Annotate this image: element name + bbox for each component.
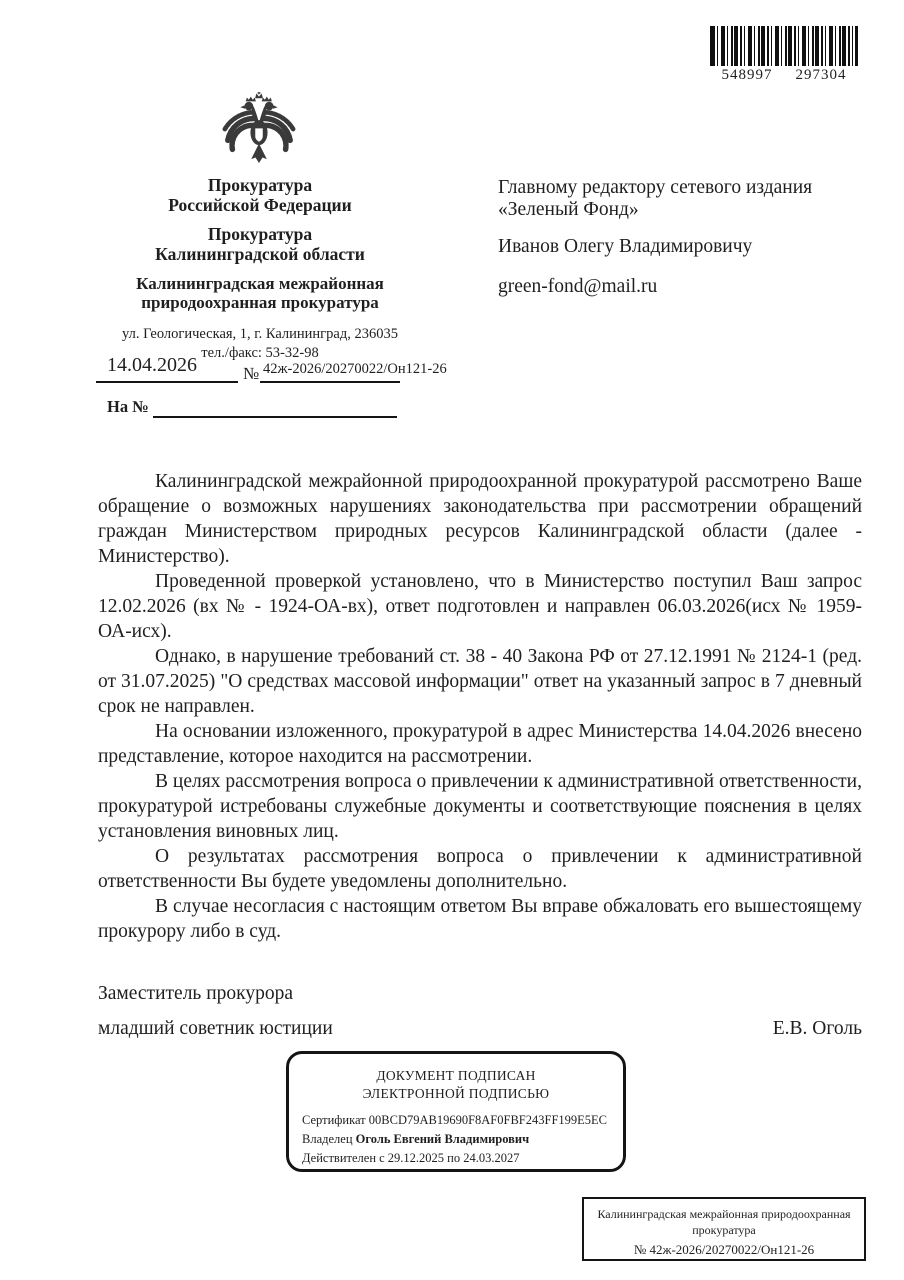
outgoing-date: 14.04.2026 [107,354,197,376]
addressee-title: Главному редактору сетевого издания «Зеленый Фонд» [498,177,813,221]
paragraph: Однако, в нарушение требований ст. 38 - 40 Закона РФ от 27.12.1991 № 2124-1 (ред. от 31.07.2025) "О средствах массовой информации" ответ на указанный запрос в 7 дневный срок не направлен. [98,646,862,717]
letter-body [98,469,862,944]
registration-stamp [582,1197,866,1261]
signer-position-line2: младший советник юстиции [98,1018,333,1039]
in-reply-to-underline [153,416,397,418]
esignature-stamp [286,1051,626,1172]
esignature-title-line: ЭЛЕКТРОННОЙ ПОДПИСЬЮ [362,1085,550,1101]
certificate-value: 00BCD79AB19690F8AF0FBF243FF199E5EC [368,1113,608,1128]
esignature-title [289,1067,623,1102]
addressee-name: Иванов Олегу Владимировичу [498,236,753,258]
registration-stamp-number: № 42ж-2026/20270022/Он121-26 [633,1242,815,1258]
addressee-email: green-fond@mail.ru [498,275,658,297]
paragraph: В случае несогласия с настоящим ответом Вы вправе обжаловать его вышестоящему прокурору либо в суд. [98,896,862,942]
paragraph: В целях рассмотрения вопроса о привлечении к административной ответственности, прокуратурой истребованы служебные документы и соответствующие пояснения в целях установления виновных лиц. [98,771,862,842]
barcode [710,26,858,84]
number-underline [260,381,400,383]
signer-position-line1: Заместитель прокурора [98,983,293,1004]
org-phone: тел./факс: 53-32-98 [201,345,319,362]
outgoing-number: 42ж-2026/20270022/Он121-26 [263,361,447,377]
paragraph: Калининградской межрайонной природоохранной прокуратурой рассмотрено Ваше обращение о возможных нарушениях законодательства при рассмотрении обращений граждан Министерством природных ресурсов Калининградской области (далее - Министерство). [98,471,862,567]
coat-of-arms-russia-icon [220,91,298,171]
number-sign: № [243,364,260,383]
in-reply-to-label: На № [107,397,149,416]
signer-name: Е.В. Оголь [772,1018,862,1039]
letterhead [80,176,440,363]
org-name-line: Прокуратура [207,224,313,245]
org-name-office [80,274,440,312]
org-name-line: Калининградская межрайонная [136,274,384,294]
owner-label: Владелец [302,1132,353,1147]
org-name-line: Калининградской области [155,243,365,264]
org-name-line: природоохранная прокуратура [141,293,379,313]
esignature-details [302,1111,610,1168]
esignature-title-line: ДОКУМЕНТ ПОДПИСАН [376,1068,536,1083]
org-name-line: Российской Федерации [168,194,352,215]
addressee-block [498,177,878,298]
date-underline [96,381,238,383]
barcode-number-left: 548997 [721,67,773,83]
barcode-numbers [710,67,858,84]
owner-name: Оголь Евгений Владимирович [355,1132,530,1147]
barcode-number-right: 297304 [795,67,847,83]
org-name-region [80,225,440,264]
barcode-icon [710,26,858,66]
paragraph: О результатах рассмотрения вопроса о привлечении к административной ответственности Вы будете уведомлены дополнительно. [98,846,862,892]
paragraph: Проведенной проверкой установлено, что в Министерство поступил Ваш запрос 12.02.2026 (вх № - 1924-ОА-вх), ответ подготовлен и направлен 06.03.2026(исх № 1959-ОА-исх). [98,571,862,642]
certificate-label: Сертификат [302,1113,366,1128]
registration-stamp-org: Калининградская межрайонная природоохранная прокуратура [597,1207,851,1238]
certificate-line [302,1111,610,1130]
validity-line: Действителен с 29.12.2025 по 24.03.2027 [302,1151,520,1166]
paragraph: На основании изложенного, прокуратурой в адрес Министерства 14.04.2026 внесено представление, которое находится на рассмотрении. [98,721,862,767]
org-address: ул. Геологическая, 1, г. Калининград, 236035 [122,326,398,343]
org-name-line: Прокуратура [207,175,313,195]
signature-row [98,1018,862,1040]
owner-line [302,1130,610,1149]
org-name-rf [80,176,440,215]
